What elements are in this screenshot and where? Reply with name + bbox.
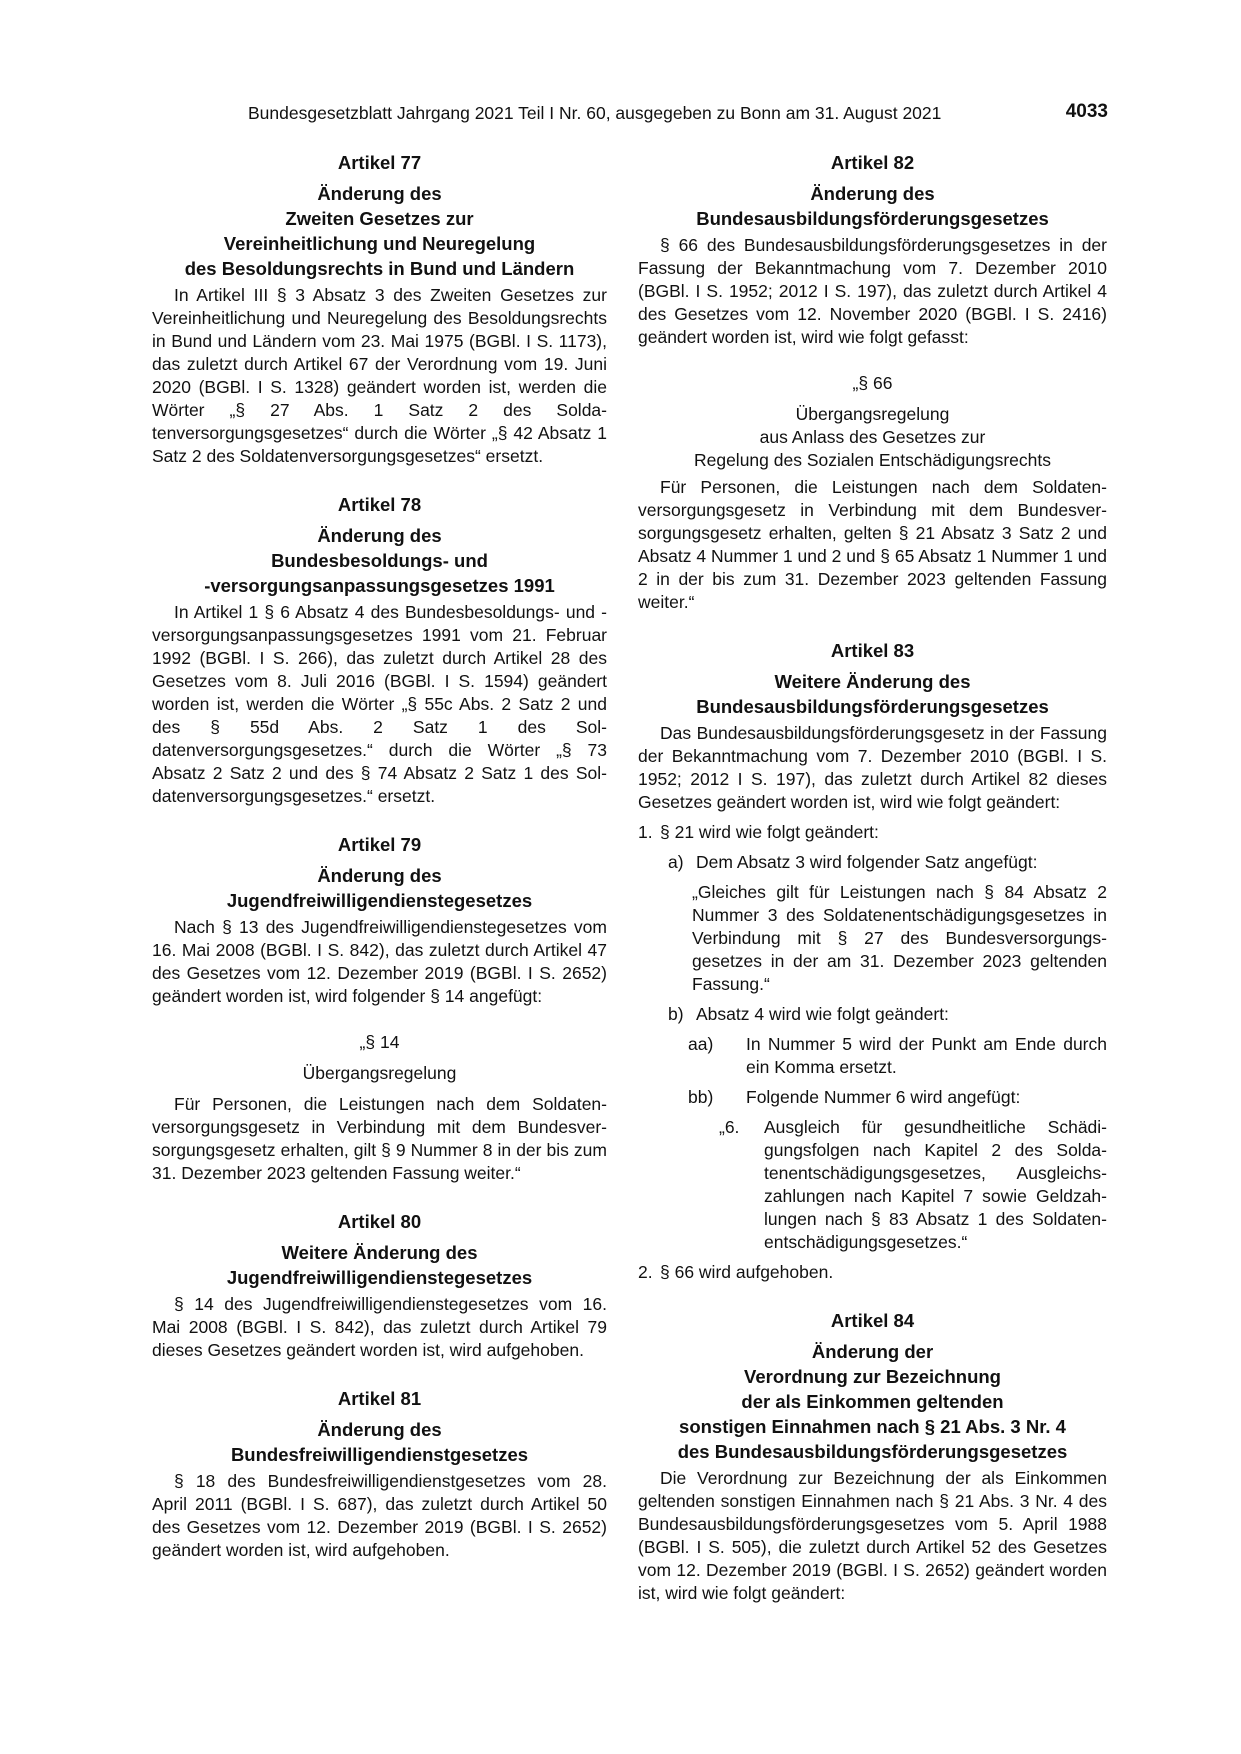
title-line: der als Einkommen geltenden bbox=[741, 1391, 1004, 1412]
title-line: Bundesbesoldungs- und bbox=[271, 550, 488, 571]
title-line: des Besoldungsrechts in Bund und Ländern bbox=[184, 258, 575, 279]
title-line: Bundesfreiwilligendienstgesetzes bbox=[230, 1444, 529, 1465]
article-number: Artikel 81 bbox=[337, 1388, 422, 1409]
article-number: Artikel 80 bbox=[337, 1211, 422, 1232]
article-body: § 18 des Bundesfreiwilligendienstgesetzes vom 28. April 2011 (BGBl. I S. 687), das zuletzt durch Artikel 50 des Gesetzes vom 12. Dezember 2019 (BGBl. I S. 2652) geändert worden ist, wird aufgehoben. bbox=[152, 1471, 607, 1560]
list-marker: bb) bbox=[688, 1087, 714, 1107]
article-title bbox=[152, 863, 607, 913]
list-item-text: In Nummer 5 wird der Punkt am Ende durch ein Komma ersetzt. bbox=[746, 1034, 1107, 1077]
list-marker: 2. bbox=[638, 1262, 653, 1282]
title-line: Jugendfreiwilligendienstegesetzes bbox=[226, 890, 533, 911]
list-item bbox=[638, 1261, 1107, 1284]
article-body: Nach § 13 des Jugendfreiwilligendienstegesetzes vom 16. Mai 2008 (BGBl. I S. 842), das zuletzt durch Artikel 47 des Gesetzes vom 12. Dezember 2019 (BGBl. I S. 2652) geändert worden ist, wird folgender § 14 angefügt: bbox=[152, 917, 607, 1006]
title-line: Zweiten Gesetzes zur bbox=[285, 208, 474, 229]
title-line: Verordnung zur Bezeichnung bbox=[744, 1366, 1001, 1387]
list-item bbox=[638, 1086, 1107, 1109]
list-item-text: § 66 wird aufgehoben. bbox=[660, 1262, 834, 1282]
article-title bbox=[638, 181, 1107, 231]
article-title bbox=[152, 181, 607, 281]
list-item bbox=[638, 1003, 1107, 1026]
article-body: Das Bundesausbildungsförderungsgesetz in der Fassung der Bekanntmachung vom 7. Dezember 2010 (BGBl. I S. 1952; 2012 I S. 197), das zuletzt durch Artikel 82 dieses Gesetzes geändert worden ist, wird wie folgt geändert: bbox=[638, 723, 1107, 812]
page-header bbox=[248, 100, 1108, 126]
article-number: Artikel 82 bbox=[830, 152, 915, 173]
paragraph-body: Für Personen, die Leistungen nach dem Soldatenversorgungsgesetz in Verbindung mit dem Bundesversorgungsgesetz erhalten, gelten § 21 Absatz 3 Satz 2 und Absatz 4 Nummer 1 und 2 und § 65 Absatz 1 Nummer 1 und 2 in der bis zum 31. Dezember 2023 geltenden Fassung weiter.“ bbox=[638, 477, 1107, 612]
list-item-text: Dem Absatz 3 wird folgender Satz angefügt: bbox=[696, 852, 1038, 872]
article-80 bbox=[152, 1209, 607, 1362]
list-marker: „6. bbox=[719, 1117, 740, 1137]
list-item bbox=[638, 1116, 1107, 1254]
title-line: Änderung der bbox=[811, 1341, 934, 1362]
title-line: Weitere Änderung des bbox=[774, 671, 971, 692]
page-number: 4033 bbox=[1065, 101, 1108, 122]
article-number: Artikel 77 bbox=[337, 152, 422, 173]
title-line: des Bundesausbildungsförderungsgesetzes bbox=[677, 1441, 1068, 1462]
paragraph-sign: „§ 14 bbox=[359, 1032, 400, 1052]
title-line: Änderung des bbox=[317, 865, 442, 886]
article-number: Artikel 79 bbox=[337, 834, 422, 855]
title-line: Änderung des bbox=[317, 1419, 442, 1440]
amendment-list bbox=[638, 821, 1107, 1284]
article-83 bbox=[638, 638, 1107, 1284]
list-item-text: Ausgleich für gesundheitliche Schädigungsfolgen nach Kapitel 2 des Soldatenentschädigungsgesetzes, Ausgleichszahlungen nach Kapitel 7 sowie Geldzahlungen nach § 83 Absatz 1 des Soldatenentschädigungsgesetzes.“ bbox=[764, 1117, 1107, 1252]
article-82 bbox=[638, 150, 1107, 614]
title-line: -versorgungsanpassungsgesetzes 1991 bbox=[204, 575, 555, 596]
list-marker: b) bbox=[668, 1004, 684, 1024]
quoted-text bbox=[638, 881, 1107, 996]
article-title bbox=[638, 669, 1107, 719]
title-line: Bundesausbildungsförderungsgesetzes bbox=[696, 208, 1049, 229]
article-78 bbox=[152, 492, 607, 808]
paragraph-title: Übergangsregelung bbox=[302, 1063, 457, 1083]
article-77 bbox=[152, 150, 607, 468]
article-body: In Artikel 1 § 6 Absatz 4 des Bundesbesoldungs- und -versorgungsanpassungsgesetzes 1991 vom 21. Februar 1992 (BGBl. I S. 266), das zuletzt durch Artikel 28 des Gesetzes vom 8. Juli 2016 (BGBl. I S. 1594) geändert worden ist, werden die Wörter „§ 55c Abs. 2 Satz 2 und des § 55d Abs. 2 Satz 1 des Soldatenversorgungsgesetzes.“ durch die Wörter „§ 73 Absatz 2 Satz 2 und des § 74 Absatz 2 Satz 1 des Soldatenversorgungsgesetzes.“ ersetzt. bbox=[152, 602, 607, 806]
left-column bbox=[152, 150, 607, 1562]
list-item bbox=[638, 1033, 1107, 1079]
paragraph-sign: „§ 66 bbox=[852, 373, 893, 393]
list-marker: a) bbox=[668, 852, 684, 872]
article-number: Artikel 84 bbox=[830, 1310, 915, 1331]
article-body: § 14 des Jugendfreiwilligendienstegesetzes vom 16. Mai 2008 (BGBl. I S. 842), das zuletzt durch Artikel 79 dieses Gesetzes geändert worden ist, wird aufgehoben. bbox=[152, 1294, 607, 1360]
article-84 bbox=[638, 1308, 1107, 1605]
title-line: Änderung des bbox=[317, 183, 442, 204]
paragraph-title-line: Übergangsregelung bbox=[795, 404, 950, 424]
article-body: In Artikel III § 3 Absatz 3 des Zweiten Gesetzes zur Vereinheitlichung und Neuregelung des Besoldungsrechts in Bund und Ländern vom 23. Mai 1975 (BGBl. I S. 1173), das zuletzt durch Artikel 67 der Verordnung vom 19. Juni 2020 (BGBl. I S. 1328) geändert worden ist, werden die Wörter „§ 27 Abs. 1 Satz 2 des Soldatenversorgungsgesetzes“ durch die Wörter „§ 42 Absatz 1 Satz 2 des Soldatenversorgungsgesetzes“ ersetzt. bbox=[152, 285, 607, 466]
article-title bbox=[152, 1417, 607, 1467]
list-item bbox=[638, 821, 1107, 844]
right-column bbox=[638, 150, 1107, 1605]
title-line: sonstigen Einnahmen nach § 21 Abs. 3 Nr. 4 bbox=[679, 1416, 1066, 1437]
article-title bbox=[152, 523, 607, 598]
title-line: Bundesausbildungsförderungsgesetzes bbox=[696, 696, 1049, 717]
article-79 bbox=[152, 832, 607, 1185]
list-marker: aa) bbox=[688, 1034, 714, 1054]
list-item-text: Folgende Nummer 6 wird angefügt: bbox=[746, 1087, 1021, 1107]
article-81 bbox=[152, 1386, 607, 1562]
article-body: Die Verordnung zur Bezeichnung der als Einkommen geltenden sonstigen Einnahmen nach § 21 Abs. 3 Nr. 4 des Bundesausbildungsförderungsgesetzes vom 5. April 1988 (BGBl. I S. 505), die zuletzt durch Artikel 52 des Gesetzes vom 12. Dezember 2019 (BGBl. I S. 2652) geändert worden ist, wird wie folgt geändert: bbox=[638, 1468, 1107, 1603]
paragraph-body: Für Personen, die Leistungen nach dem Soldatenversorgungsgesetz in Verbindung mit dem Bundesversorgungsgesetz erhalten, gilt § 9 Nummer 8 in der bis zum 31. Dezember 2023 geltenden Fassung weiter.“ bbox=[152, 1094, 607, 1183]
running-title: Bundesgesetzblatt Jahrgang 2021 Teil I Nr. 60, ausgegeben zu Bonn am 31. August 2021 bbox=[248, 103, 942, 123]
list-marker: 1. bbox=[638, 822, 653, 842]
title-line: Änderung des bbox=[317, 525, 442, 546]
article-number: Artikel 78 bbox=[337, 494, 422, 515]
paragraph-title-line: aus Anlass des Gesetzes zur bbox=[759, 427, 986, 447]
paragraph-title-line: Regelung des Sozialen Entschädigungsrechts bbox=[693, 450, 1052, 470]
title-line: Weitere Änderung des bbox=[281, 1242, 478, 1263]
title-line: Änderung des bbox=[810, 183, 935, 204]
article-title bbox=[638, 1339, 1107, 1464]
article-title bbox=[152, 1240, 607, 1290]
article-number: Artikel 83 bbox=[830, 640, 915, 661]
list-item-text: § 21 wird wie folgt geändert: bbox=[660, 822, 879, 842]
list-item-text: Absatz 4 wird wie folgt geändert: bbox=[696, 1004, 949, 1024]
title-line: Jugendfreiwilligendienstegesetzes bbox=[226, 1267, 533, 1288]
list-item-text: „Gleiches gilt für Leistungen nach § 84 Absatz 2 Nummer 3 des Soldatenentschädigungsgesetzes in Verbindung mit § 27 des Bundesversorgungsgesetzes in der am 31. Dezember 2023 geltenden Fassung.“ bbox=[692, 882, 1107, 994]
title-line: Vereinheitlichung und Neuregelung bbox=[223, 233, 536, 254]
article-body: § 66 des Bundesausbildungsförderungsgesetzes in der Fassung der Bekanntmachung vom 7. Dezember 2010 (BGBl. I S. 1952; 2012 I S. 197), das zuletzt durch Artikel 4 des Gesetzes vom 12. November 2020 (BGBl. I S. 2416) geändert worden ist, wird wie folgt gefasst: bbox=[638, 235, 1107, 347]
list-item bbox=[638, 851, 1107, 874]
